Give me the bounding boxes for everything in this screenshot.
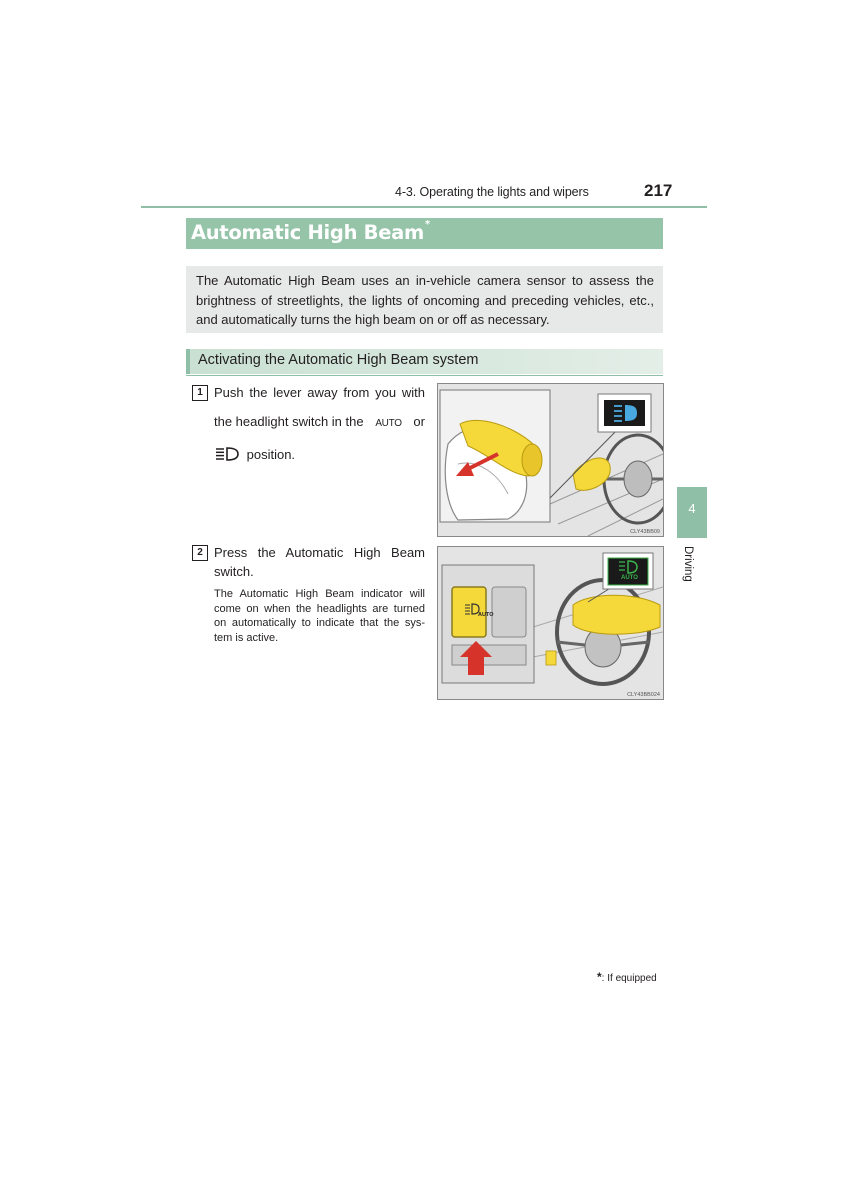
chapter-label-wrap xyxy=(681,546,695,590)
subheading-divider xyxy=(186,375,663,376)
step-1-line-2 xyxy=(214,414,425,429)
figure-2-code: CLY43BB024 xyxy=(627,692,660,698)
footnote-mark: * xyxy=(597,970,602,984)
switch-illustration xyxy=(438,547,663,699)
subheading-accent xyxy=(186,349,190,374)
page-number: 217 xyxy=(644,181,673,200)
indicator-auto-label: AUTO xyxy=(621,575,638,581)
figure-headlight-lever xyxy=(437,383,664,537)
step-number-2: 2 xyxy=(192,545,208,561)
switch-auto-label: AUTO xyxy=(478,612,494,618)
step-2-line-2: switch. xyxy=(214,564,254,579)
figure-1-code: CLY43BB09 xyxy=(630,529,660,535)
figure-auto-high-beam-switch xyxy=(437,546,664,700)
subheading-bar xyxy=(186,349,663,374)
step-1-line-2-text: the headlight switch in the xyxy=(214,414,364,429)
intro-text: The Automatic High Beam uses an in-vehicle camera sensor to assess the brightness of streetlights, the lights of oncoming and preceding vehicles, etc., and automatically turns the high beam on or off as necessary. xyxy=(196,273,654,327)
subheading-text: Activating the Automatic High Beam system xyxy=(198,352,479,368)
footnote-text: : If equipped xyxy=(601,973,657,984)
step-1-line-3-text: position. xyxy=(246,447,296,462)
step-1-line-2-or: or xyxy=(413,414,425,429)
lever-illustration xyxy=(438,384,663,536)
high-beam-headlight-icon xyxy=(214,446,240,462)
section-title xyxy=(191,221,430,244)
step-2-line-1: Press the Automatic High Beam xyxy=(214,545,425,560)
chapter-number: 4 xyxy=(688,501,696,516)
step-number-1: 1 xyxy=(192,385,208,401)
step-1-line-3 xyxy=(214,446,425,462)
auto-position-label: AUTO xyxy=(375,418,402,429)
if-equipped-mark: * xyxy=(425,219,430,230)
step-1-line-1: Push the lever away from you with xyxy=(214,385,425,400)
chapter-tab xyxy=(677,487,707,538)
footnote xyxy=(597,970,657,984)
running-header-section: 4-3. Operating the lights and wipers xyxy=(395,185,589,199)
step-2-note: The Automatic High Beam indicator will come on when the headlights are turned on automatically to indicate that the sys-tem is active. xyxy=(214,588,425,644)
intro-box xyxy=(186,266,663,333)
section-title-text: Automatic High Beam xyxy=(191,221,425,244)
header-divider xyxy=(141,206,707,208)
chapter-label: Driving xyxy=(682,546,694,582)
section-title-bar xyxy=(186,218,663,249)
